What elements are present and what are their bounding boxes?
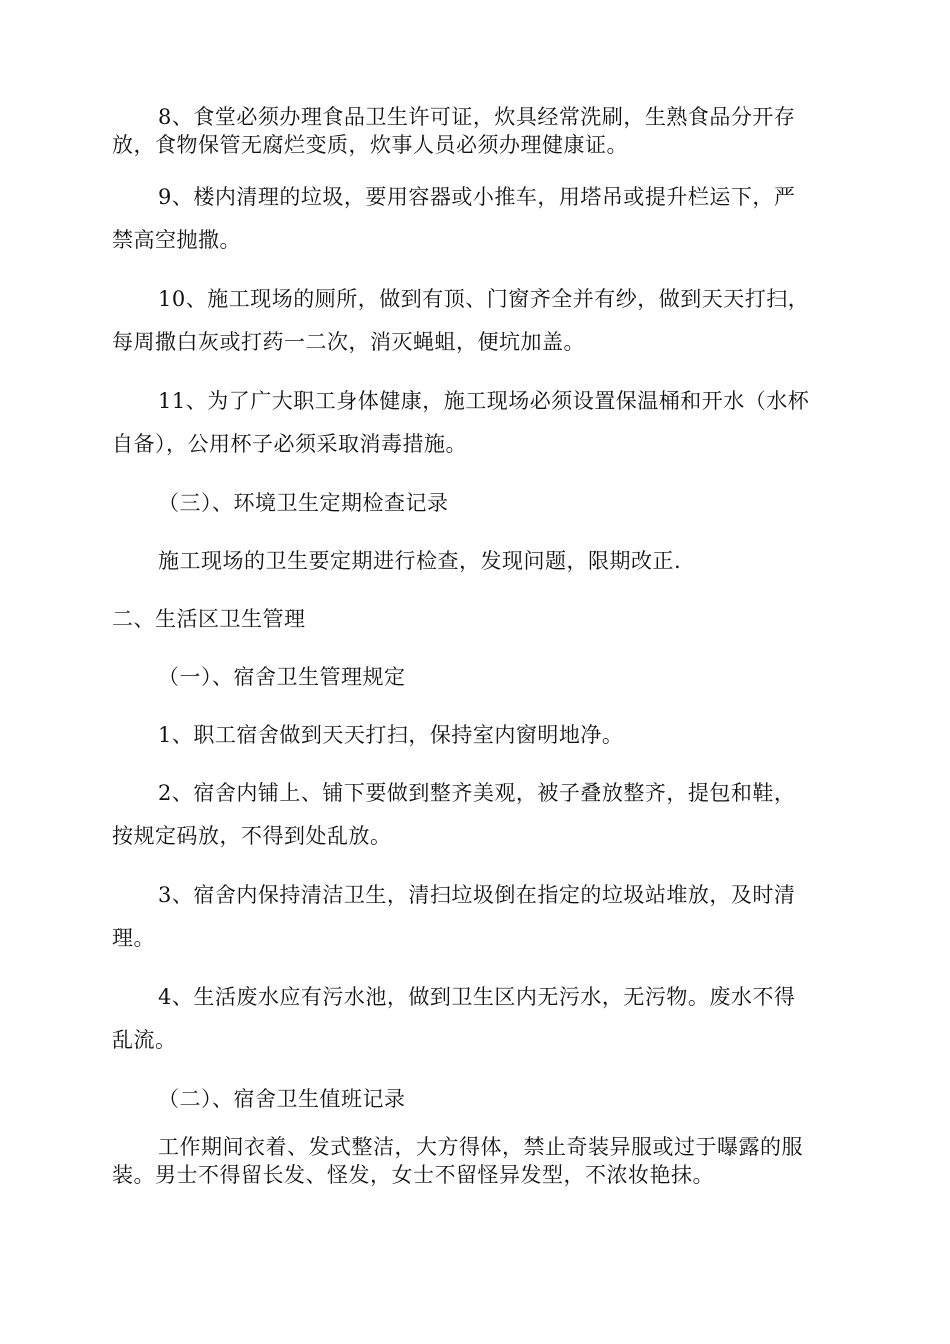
section-heading-2: （二）、宿舍卫生值班记录 (158, 1087, 406, 1111)
paragraph-inspection: 施工现场的卫生要定期进行检查，发现问题，限期改正. (158, 549, 682, 573)
dress-code-line-2: 装。男士不得留长发、怪发，女士不留怪异发型，不浓妆艳抹。 (112, 1163, 714, 1187)
paragraph-11-line-1: 11、为了广大职工身体健康，施工现场必须设置保温桶和开水（水杯 (158, 389, 810, 413)
paragraph-9-line-1: 9、楼内清理的垃圾，要用容器或小推车，用塔吊或提升栏运下，严 (158, 185, 796, 209)
paragraph-10-line-1: 10、施工现场的厕所，做到有顶、门窗齐全并有纱，做到天天打扫， (158, 287, 810, 311)
section-heading-1: （一）、宿舍卫生管理规定 (158, 665, 406, 689)
paragraph-11-line-2: 自备），公用杯子必须采取消毒措施。 (112, 432, 467, 456)
dorm-rule-2-line-2: 按规定码放，不得到处乱放。 (112, 824, 392, 848)
dorm-rule-3-line-1: 3、宿舍内保持清洁卫生，清扫垃圾倒在指定的垃圾站堆放，及时清 (158, 883, 796, 907)
section-heading-3: （三）、环境卫生定期检查记录 (158, 491, 449, 515)
dorm-rule-2-line-1: 2、宿舍内铺上、铺下要做到整齐美观，被子叠放整齐，提包和鞋， (158, 781, 796, 805)
dorm-rule-3-line-2: 理。 (112, 926, 155, 950)
section-heading-living-area: 二、生活区卫生管理 (112, 607, 306, 631)
dress-code-line-1: 工作期间衣着、发式整洁，大方得体，禁止奇装异服或过于曝露的服 (158, 1135, 803, 1159)
dorm-rule-4-line-1: 4、生活废水应有污水池，做到卫生区内无污水，无污物。废水不得 (158, 985, 796, 1009)
paragraph-10-line-2: 每周撒白灰或打药一二次，消灭蝇蛆，便坑加盖。 (112, 330, 585, 354)
paragraph-9-line-2: 禁高空抛撒。 (112, 228, 241, 252)
dorm-rule-4-line-2: 乱流。 (112, 1028, 177, 1052)
dorm-rule-1: 1、职工宿舍做到天天打扫，保持室内窗明地净。 (158, 723, 624, 747)
paragraph-8-line-1: 8、食堂必须办理食品卫生许可证，炊具经常洗刷，生熟食品分开存 (158, 105, 796, 129)
paragraph-8-line-2: 放，食物保管无腐烂变质，炊事人员必须办理健康证。 (112, 133, 628, 157)
